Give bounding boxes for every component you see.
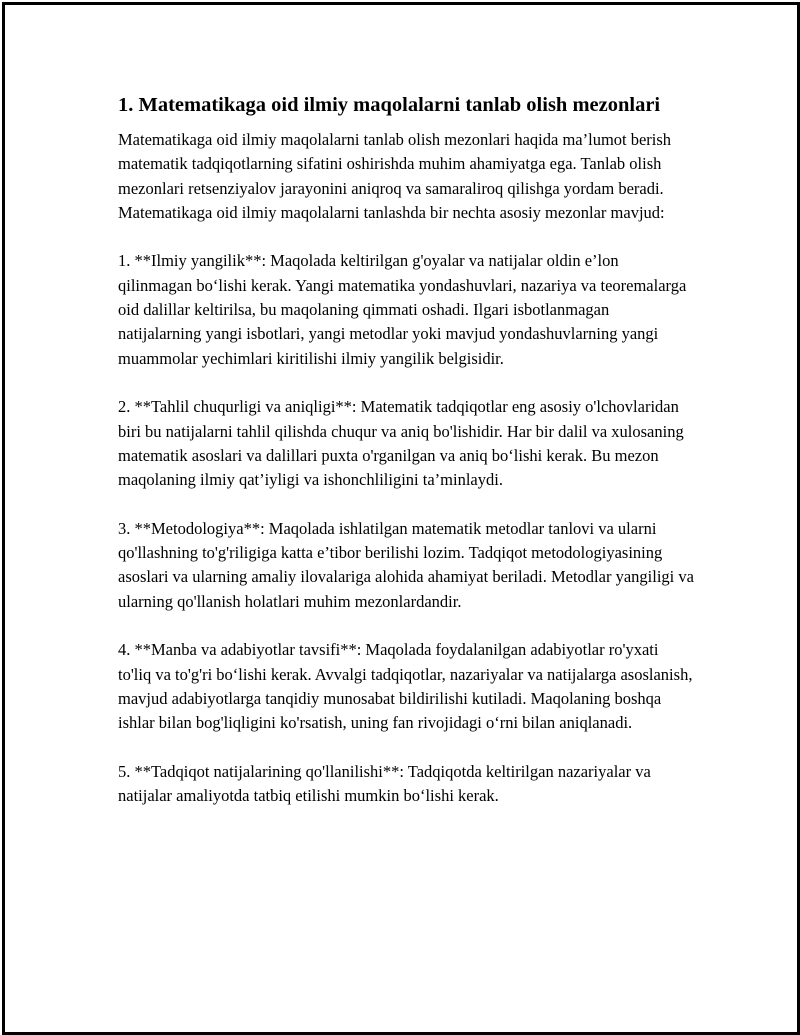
paragraph-criterion-4: 4. **Manba va adabiyotlar tavsifi**: Maqolada foydalanilgan adabiyotlar ro'yxati to'liq va to'g'ri bo‘lishi kerak. Avvalgi tadqiqotlar, nazariyalar va natijalarga asoslanish, mavjud adabiyotlarga tanqidiy munosabat bildirilishi kutiladi. Maqolaning boshqa ishlar bilan bog'liqligini ko'rsatish, uning fan rivojidagi o‘rni bilan aniqlanadi. [118,640,693,733]
document-body [115,92,695,833]
paragraph-intro: Matematikaga oid ilmiy maqolalarni tanlab olish mezonlari haqida ma’lumot berish matematik tadqiqotlarning sifatini oshirishda muhim ahamiyatga ega. Tanlab olish mezonlari retsenziyalov jarayonini aniqroq va samaraliroq qilishga yordam beradi. Matematikaga oid ilmiy maqolalarni tanlashda bir nechta asosiy mezonlar mavjud: [118,130,672,222]
page-title: 1. Matematikaga oid ilmiy maqolalarni tanlab olish mezonlari [118,94,661,116]
paragraph-criterion-5: 5. **Tadqiqot natijalarining qo'llanilishi**: Tadqiqotda keltirilgan nazariyalar va natijalar amaliyotda tatbiq etilishi mumkin bo‘lishi kerak. [118,761,651,806]
paragraph-criterion-2: 2. **Tahlil chuqurligi va aniqligi**: Matematik tadqiqotlar eng asosiy o'lchovlaridan biri bu natijalarni tahlil qilishda chuqur va aniq bo'lishidir. Har bir dalil va xulosaning matematik asoslari va dalillari puxta o'rganilgan va aniq bo‘lishi kerak. Bu mezon maqolaning ilmiy qat’iyligi va ishonchliligini ta’minlaydi. [118,397,684,490]
paragraph-criterion-3: 3. **Metodologiya**: Maqolada ishlatilgan matematik metodlar tanlovi va ularni qo'llashning to'g'riligiga katta e’tibor berilishi lozim. Tadqiqot metodologiyasining asoslari va ularning amaliy ilovalariga alohida ahamiyat beriladi. Metodlar yangiligi va ularning qo'llanish holatlari muhim mezonlardandir. [118,518,694,611]
paragraph-criterion-1: 1. **Ilmiy yangilik**: Maqolada keltirilgan g'oyalar va natijalar oldin e’lon qilinmagan bo‘lishi kerak. Yangi matematika yondashuvlari, nazariya va teoremalarga oid dalillar keltirilsa, bu maqolaning qimmati oshadi. Ilgari isbotlanmagan natijalarning yangi isbotlari, yangi metodlar yoki mavjud yondashuvlarning yangi muammolar yechimlari kiritilishi ilmiy yangilik belgisidir. [118,251,687,368]
